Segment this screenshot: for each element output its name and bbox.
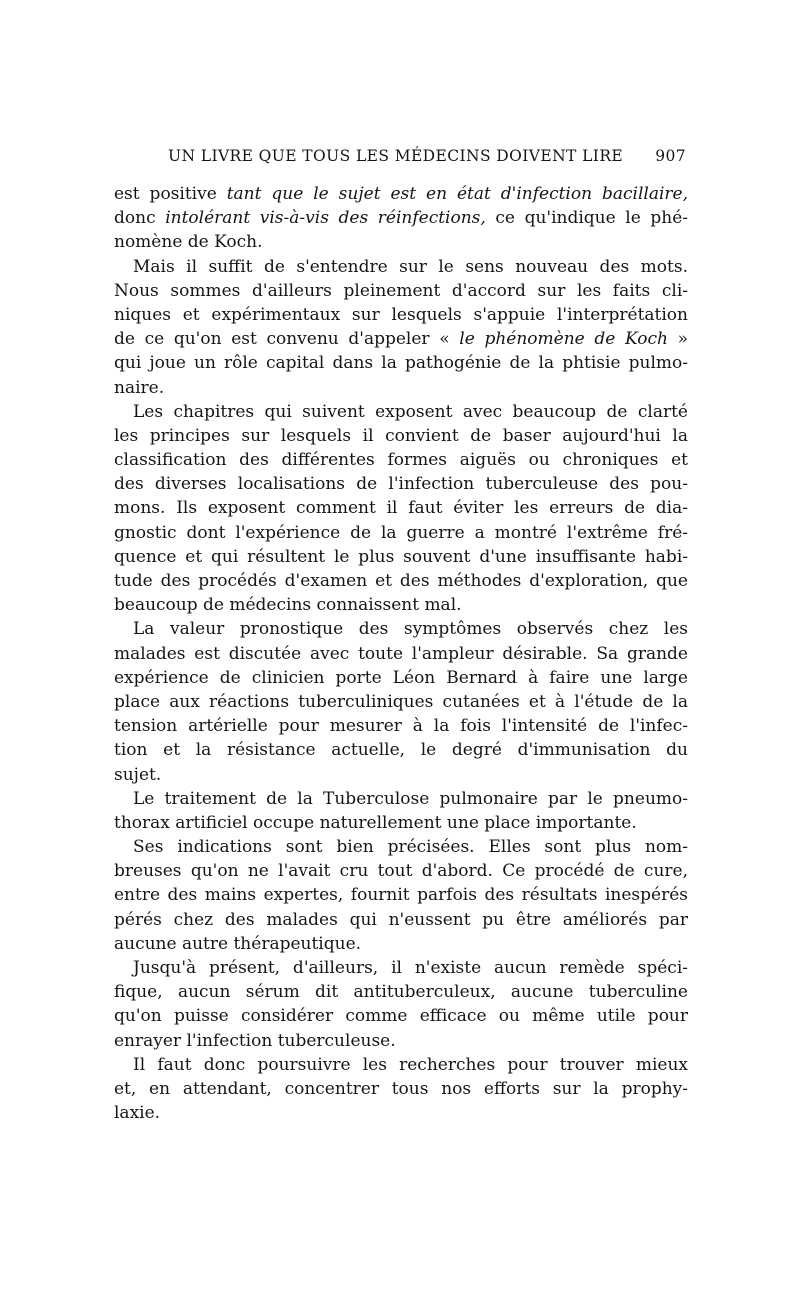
text-segment: tion et la résistance actuelle, le degré d'immunisation du xyxy=(114,740,688,761)
text-segment: Il faut donc poursuivre les recherches pour trouver mieux xyxy=(133,1054,688,1075)
text-segment: qu'on puisse considérer comme efficace ou même utile pour xyxy=(114,1006,688,1027)
text-line xyxy=(114,690,688,714)
text-line xyxy=(114,496,688,520)
text-line xyxy=(114,738,688,762)
text-segment: Mais il suffit de s'entendre sur le sens nouveau des mots. xyxy=(133,256,688,277)
text-segment: fique, aucun sérum dit antituberculeux, aucune tuberculine xyxy=(114,982,688,1003)
text-segment: donc xyxy=(114,208,166,229)
text-line xyxy=(114,956,688,980)
text-segment: niques et expérimentaux sur lesquels s'appuie l'interprétation xyxy=(114,304,688,325)
text-segment: mons. Ils exposent comment il faut éviter les erreurs de dia- xyxy=(114,498,688,519)
text-line xyxy=(114,521,688,545)
text-line xyxy=(114,327,688,351)
text-segment: qui joue un rôle capital dans la pathogénie de la phtisie pulmo- xyxy=(114,353,688,374)
text-line xyxy=(114,1101,688,1125)
text-segment: Ses indications sont bien précisées. Elles sont plus nom- xyxy=(133,837,688,858)
text-line xyxy=(114,279,688,303)
text-line xyxy=(114,811,688,835)
body-text xyxy=(114,182,688,1125)
text-line xyxy=(114,908,688,932)
text-line xyxy=(114,1029,688,1053)
text-line xyxy=(114,303,688,327)
text-segment: et, en attendant, concentrer tous nos efforts sur la prophy- xyxy=(114,1078,688,1099)
text-segment: entre des mains expertes, fournit parfois des résultats inespérés xyxy=(114,885,688,906)
text-line xyxy=(114,351,688,375)
italic-text: le phénomène de Koch xyxy=(459,329,668,350)
text-line xyxy=(114,424,688,448)
text-segment: est positive xyxy=(114,184,227,204)
paragraph xyxy=(114,787,688,835)
text-segment: expérience de clinicien porte Léon Bernard à faire une large xyxy=(114,667,688,688)
text-line xyxy=(114,763,688,787)
text-line xyxy=(114,666,688,690)
text-line xyxy=(114,1053,688,1077)
text-line xyxy=(114,1004,688,1028)
text-segment: Jusqu'à présent, d'ailleurs, il n'existe aucun remède spéci- xyxy=(133,958,688,978)
text-segment: classification des différentes formes aiguës ou chroniques et xyxy=(114,450,688,471)
text-segment: naire. xyxy=(114,377,165,398)
text-line xyxy=(114,642,688,666)
text-line xyxy=(114,206,688,230)
text-line xyxy=(114,787,688,811)
text-segment: nomène de Koch. xyxy=(114,232,263,253)
text-line xyxy=(114,182,688,206)
paragraph xyxy=(114,1053,688,1126)
text-segment: tension artérielle pour mesurer à la fois l'intensité de l'infec- xyxy=(114,716,688,737)
text-segment: laxie. xyxy=(114,1103,161,1124)
text-line xyxy=(114,859,688,883)
text-segment: pérés chez des malades qui n'eussent pu être améliorés par xyxy=(114,909,688,930)
paragraph xyxy=(114,255,688,400)
text-segment: place aux réactions tuberculiniques cutanées et à l'étude de la xyxy=(114,691,688,712)
text-line xyxy=(114,593,688,617)
text-segment: enrayer l'infection tuberculeuse. xyxy=(114,1030,396,1051)
running-title: UN LIVRE QUE TOUS LES MÉDECINS DOIVENT LIRE xyxy=(168,147,624,165)
text-segment: tude des procédés d'examen et des méthodes d'exploration, que xyxy=(114,571,688,591)
text-segment: aucune autre thérapeutique. xyxy=(114,933,362,954)
text-segment: La valeur pronostique des symptômes observés chez les xyxy=(133,619,688,640)
text-line xyxy=(114,448,688,472)
paragraph xyxy=(114,956,688,1053)
text-line xyxy=(114,230,688,254)
page-number: 907 xyxy=(655,147,686,165)
text-line xyxy=(114,472,688,496)
text-segment: des diverses localisations de l'infection tuberculeuse des pou- xyxy=(114,474,688,495)
text-segment: malades est discutée avec toute l'ampleur désirable. Sa grande xyxy=(114,643,688,664)
text-line xyxy=(114,569,688,593)
text-line xyxy=(114,714,688,738)
text-line xyxy=(114,932,688,956)
text-segment: thorax artificiel occupe naturellement une place importante. xyxy=(114,812,637,833)
italic-text: intolérant vis-à-vis des réinfections, xyxy=(165,208,486,229)
text-line xyxy=(114,400,688,424)
text-segment: beaucoup de médecins connaissent mal. xyxy=(114,595,462,616)
text-segment: Le traitement de la Tuberculose pulmonaire par le pneumo- xyxy=(133,788,688,809)
text-segment: quence et qui résultent le plus souvent d'une insuffisante habi- xyxy=(114,546,688,567)
text-segment: Nous sommes d'ailleurs pleinement d'accord sur les faits cli- xyxy=(114,280,688,301)
paragraph xyxy=(114,617,688,786)
text-segment: gnostic dont l'expérience de la guerre a montré l'extrême fré- xyxy=(114,522,688,543)
paragraph xyxy=(114,400,688,618)
text-segment: sujet. xyxy=(114,764,162,785)
text-line xyxy=(114,883,688,907)
paragraph xyxy=(114,835,688,956)
text-line xyxy=(114,980,688,1004)
text-segment: » xyxy=(667,329,689,350)
text-line xyxy=(114,617,688,641)
italic-text: tant que le sujet est en état d'infection bacillaire, xyxy=(226,184,688,204)
text-line xyxy=(114,255,688,279)
text-line xyxy=(114,545,688,569)
paragraph xyxy=(114,182,688,255)
running-head xyxy=(116,147,686,169)
text-line xyxy=(114,376,688,400)
text-segment: Les chapitres qui suivent exposent avec beaucoup de clarté xyxy=(133,401,688,422)
text-segment: breuses qu'on ne l'avait cru tout d'abord. Ce procédé de cure, xyxy=(114,861,688,882)
text-segment: de ce qu'on est convenu d'appeler « xyxy=(114,329,460,350)
text-segment: les principes sur lesquels il convient de baser aujourd'hui la xyxy=(114,425,688,446)
text-line xyxy=(114,835,688,859)
text-segment: ce qu'indique le phé- xyxy=(485,208,688,229)
text-line xyxy=(114,1077,688,1101)
